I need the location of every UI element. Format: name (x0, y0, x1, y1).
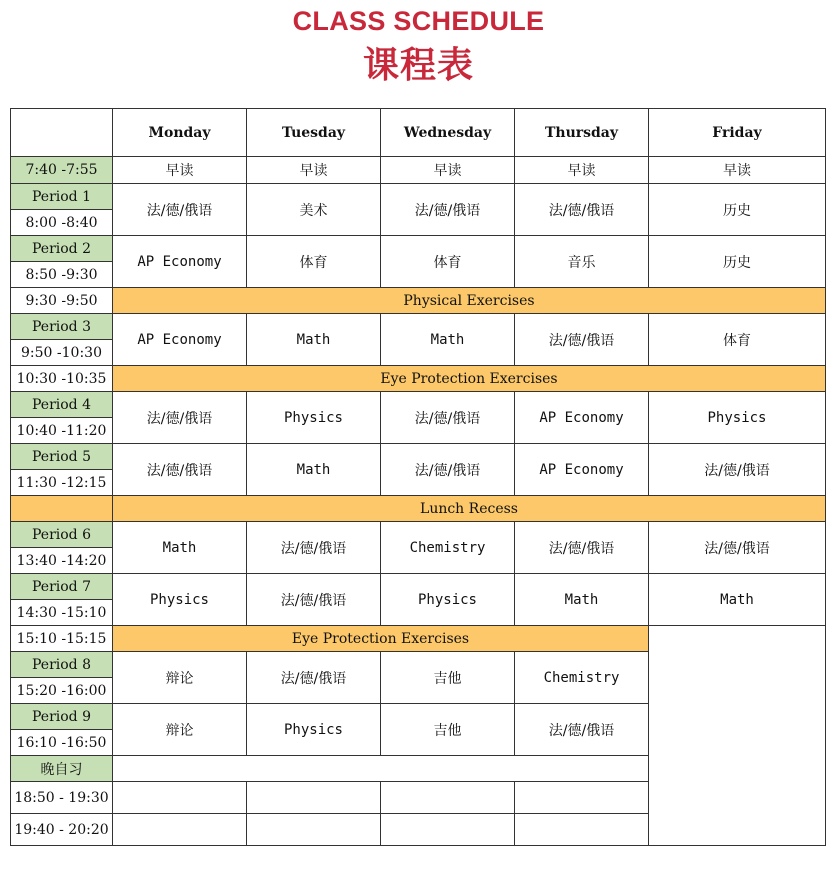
class-cell: 历史 (649, 184, 826, 236)
table-row (11, 288, 826, 314)
evening-blank-bar (113, 756, 649, 782)
empty-cell (247, 814, 381, 846)
period-label: Period 2 (11, 236, 113, 262)
class-cell: 吉他 (381, 704, 515, 756)
class-cell: 早读 (381, 157, 515, 184)
time-cell: 11:30 -12:15 (11, 470, 113, 496)
class-cell: Math (113, 522, 247, 574)
table-row (11, 157, 826, 184)
class-cell: 法/德/俄语 (649, 522, 826, 574)
period-label: Period 3 (11, 314, 113, 340)
schedule-title-chinese: 课程表 (362, 45, 474, 86)
empty-cell (113, 814, 247, 846)
empty-cell (515, 782, 649, 814)
period-label: Period 5 (11, 444, 113, 470)
break-bar: Lunch Recess (113, 496, 826, 522)
day-header-tuesday: Tuesday (247, 109, 381, 157)
period-label: Period 1 (11, 184, 113, 210)
class-cell: 法/德/俄语 (113, 444, 247, 496)
class-cell: 法/德/俄语 (247, 574, 381, 626)
schedule-table (10, 108, 826, 846)
empty-cell (247, 782, 381, 814)
class-cell: 历史 (649, 236, 826, 288)
class-cell: 体育 (381, 236, 515, 288)
time-cell: 15:20 -16:00 (11, 678, 113, 704)
time-cell: 18:50 - 19:30 (11, 782, 113, 814)
class-cell: 法/德/俄语 (381, 444, 515, 496)
class-cell: 法/德/俄语 (381, 184, 515, 236)
class-cell: 法/德/俄语 (649, 444, 826, 496)
class-cell: Math (649, 574, 826, 626)
class-cell: 法/德/俄语 (515, 314, 649, 366)
class-cell: AP Economy (113, 314, 247, 366)
table-row (11, 626, 826, 652)
time-cell: 9:30 -9:50 (11, 288, 113, 314)
class-cell: Math (247, 444, 381, 496)
class-cell: 法/德/俄语 (113, 392, 247, 444)
friday-empty-block (649, 626, 826, 846)
table-row (11, 236, 826, 262)
table-row (11, 574, 826, 600)
class-cell: 法/德/俄语 (247, 652, 381, 704)
class-cell: AP Economy (515, 392, 649, 444)
break-bar: Eye Protection Exercises (113, 626, 649, 652)
class-cell: 早读 (113, 157, 247, 184)
class-cell: 体育 (649, 314, 826, 366)
table-row (11, 444, 826, 470)
time-cell: 8:50 -9:30 (11, 262, 113, 288)
time-cell: 19:40 - 20:20 (11, 814, 113, 846)
class-cell: AP Economy (113, 236, 247, 288)
empty-cell (515, 814, 649, 846)
evening-study-label: 晚自习 (11, 756, 113, 782)
table-row (11, 392, 826, 418)
class-cell: 法/德/俄语 (247, 522, 381, 574)
class-cell: 法/德/俄语 (515, 704, 649, 756)
class-cell: 法/德/俄语 (515, 184, 649, 236)
table-row (11, 184, 826, 210)
day-header-thursday: Thursday (515, 109, 649, 157)
class-cell: 法/德/俄语 (381, 392, 515, 444)
time-cell: 8:00 -8:40 (11, 210, 113, 236)
class-cell: 早读 (515, 157, 649, 184)
class-cell: Physics (113, 574, 247, 626)
time-cell: 9:50 -10:30 (11, 340, 113, 366)
time-cell: 10:40 -11:20 (11, 418, 113, 444)
period-label: Period 7 (11, 574, 113, 600)
time-cell: 10:30 -10:35 (11, 366, 113, 392)
break-bar: Eye Protection Exercises (113, 366, 826, 392)
class-cell: 法/德/俄语 (515, 522, 649, 574)
period-label: Period 8 (11, 652, 113, 678)
class-cell: 体育 (247, 236, 381, 288)
class-cell: Physics (247, 392, 381, 444)
class-cell: 早读 (649, 157, 826, 184)
class-cell: Physics (649, 392, 826, 444)
period-label: Period 4 (11, 392, 113, 418)
class-cell: AP Economy (515, 444, 649, 496)
time-cell: 15:10 -15:15 (11, 626, 113, 652)
break-bar: Physical Exercises (113, 288, 826, 314)
class-cell: 法/德/俄语 (113, 184, 247, 236)
class-cell: 吉他 (381, 652, 515, 704)
class-cell: 辩论 (113, 652, 247, 704)
class-cell: Chemistry (515, 652, 649, 704)
empty-cell (113, 782, 247, 814)
empty-cell (381, 814, 515, 846)
lunch-bar-start (11, 496, 113, 522)
class-cell: 早读 (247, 157, 381, 184)
time-cell: 13:40 -14:20 (11, 548, 113, 574)
time-cell: 7:40 -7:55 (11, 157, 113, 184)
class-cell: 辩论 (113, 704, 247, 756)
class-cell: Math (381, 314, 515, 366)
class-cell: Physics (247, 704, 381, 756)
class-cell: Physics (381, 574, 515, 626)
empty-cell (381, 782, 515, 814)
table-row (11, 496, 826, 522)
class-cell: 美术 (247, 184, 381, 236)
day-header-wednesday: Wednesday (381, 109, 515, 157)
class-cell: Chemistry (381, 522, 515, 574)
period-label: Period 9 (11, 704, 113, 730)
class-cell: Math (515, 574, 649, 626)
table-row (11, 522, 826, 548)
class-cell: Math (247, 314, 381, 366)
corner-cell (11, 109, 113, 157)
day-header-monday: Monday (113, 109, 247, 157)
table-row (11, 314, 826, 340)
period-label: Period 6 (11, 522, 113, 548)
table-row (11, 366, 826, 392)
header-row (11, 109, 826, 157)
schedule-title-english: CLASS SCHEDULE (292, 6, 545, 36)
day-header-friday: Friday (649, 109, 826, 157)
time-cell: 16:10 -16:50 (11, 730, 113, 756)
time-cell: 14:30 -15:10 (11, 600, 113, 626)
class-cell: 音乐 (515, 236, 649, 288)
